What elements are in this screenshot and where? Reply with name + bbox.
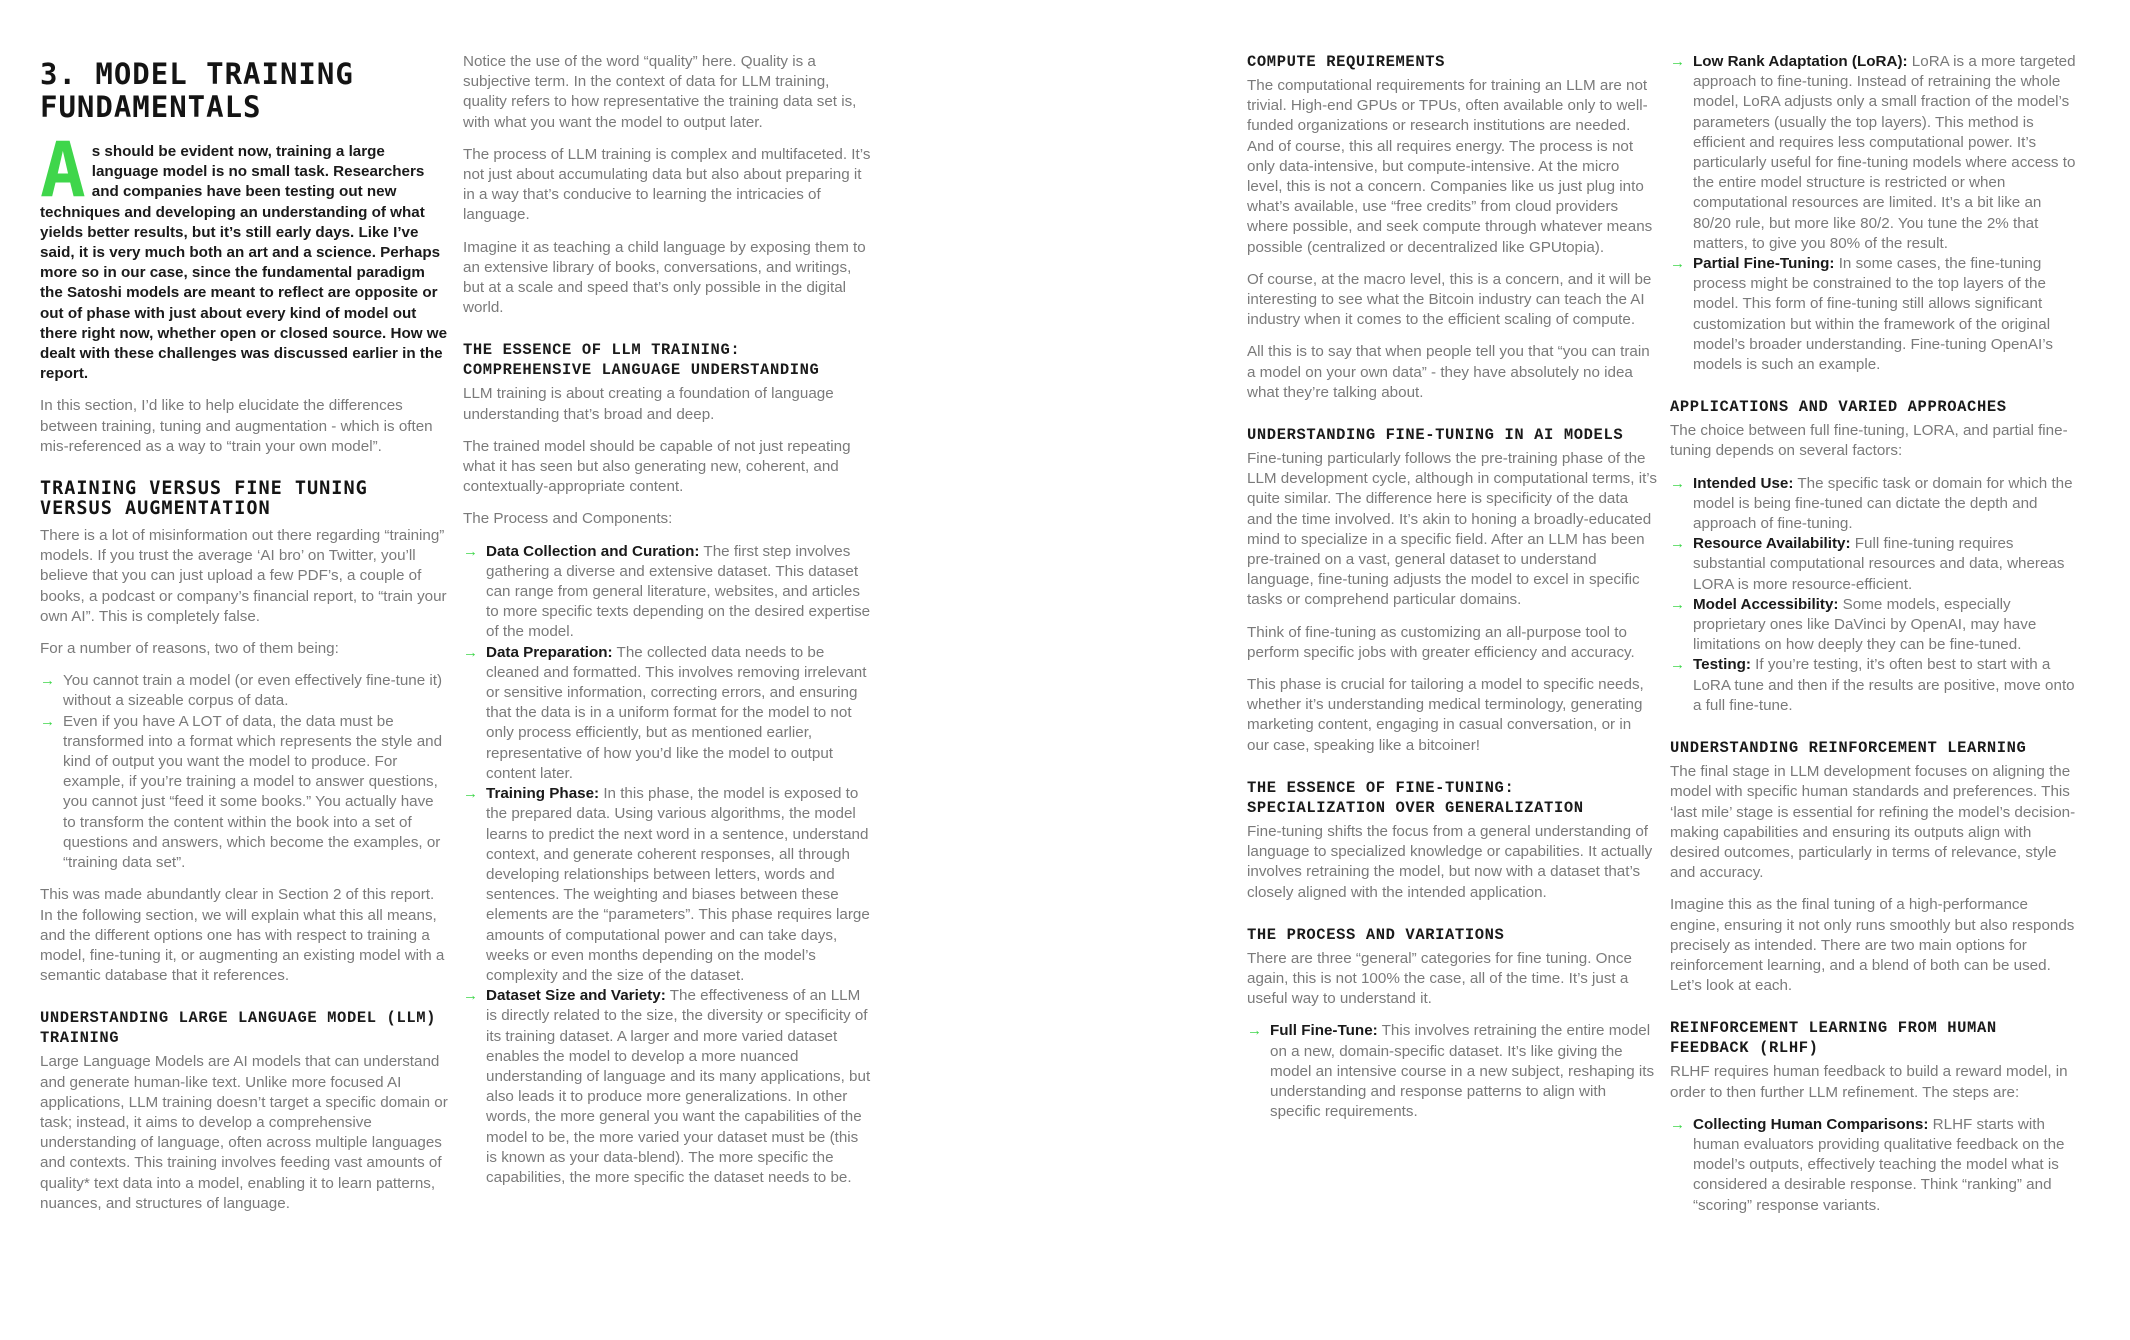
paragraph: RLHF requires human feedback to build a reward model, in order to then further LLM refinement. The steps are: bbox=[1670, 1063, 2068, 1101]
column-4 bbox=[1670, 52, 2080, 1228]
arrow-right-icon: → bbox=[463, 987, 478, 1005]
section-title: 3. MODEL TRAINING FUNDAMENTALS bbox=[40, 57, 354, 124]
column-1 bbox=[40, 52, 450, 1226]
list-item-text: RLHF starts with human evaluators providing qualitative feedback on the model’s outputs, effectively teaching the model what is considered a desirable response. Think “ranking” and “scoring” response variants. bbox=[1693, 1115, 2065, 1214]
drop-cap: A bbox=[40, 125, 86, 214]
list-item bbox=[1670, 1115, 2080, 1216]
list-item bbox=[463, 986, 873, 1188]
list-item bbox=[1670, 655, 2080, 716]
heading-essence-fine-tuning: THE ESSENCE OF FINE-TUNING: SPECIALIZATION OVER GENERALIZATION bbox=[1247, 778, 1584, 817]
heading-fine-tuning: UNDERSTANDING FINE-TUNING IN AI MODELS bbox=[1247, 426, 1624, 445]
paragraph: Large Language Models are AI models that can understand and generate human-like text. Unlike more focused AI applications, LLM training doesn’t target a specific domain or task; instead, it aims to develop a comprehensive understanding of language, often across multiple languages and contexts. This training involves feeding vast amounts of quality* text data into a model, enabling it to learn patterns, nuances, and structures of language. bbox=[40, 1053, 448, 1212]
paragraph: Imagine this as the final tuning of a high-performance engine, ensuring it not only runs smoothly but also responds precisely as intended. There are two main options for reinforcement learning, and a blend of both can be used. Let’s look at each. bbox=[1670, 896, 2075, 995]
arrow-right-icon: → bbox=[40, 672, 55, 690]
arrow-right-icon: → bbox=[1247, 1022, 1262, 1040]
heading-rlhf: REINFORCEMENT LEARNING FROM HUMAN FEEDBACK (RLHF) bbox=[1670, 1019, 1997, 1058]
list-item bbox=[40, 671, 450, 711]
list-item-lead: Model Accessibility: bbox=[1693, 595, 1839, 613]
paragraph: The Process and Components: bbox=[463, 510, 673, 528]
paragraph: Of course, at the macro level, this is a concern, and it will be interesting to see what the Bitcoin industry can teach the AI industry when it comes to the efficient scaling of compute. bbox=[1247, 270, 1652, 329]
list-item bbox=[40, 712, 450, 874]
arrow-right-icon: → bbox=[463, 643, 478, 661]
paragraph: The process of LLM training is complex and multifaceted. It’s not just about accumulating data but also about preparing it in a way that’s conducive to learning the intricacies of language. bbox=[463, 145, 871, 224]
reasons-list bbox=[40, 671, 450, 873]
heading-compute: COMPUTE REQUIREMENTS bbox=[1247, 53, 1446, 71]
list-item-text: You cannot train a model (or even effectively fine-tune it) without a sizeable corpus of data. bbox=[63, 672, 443, 710]
list-item bbox=[463, 542, 873, 643]
heading-reinforcement-learning: UNDERSTANDING REINFORCEMENT LEARNING bbox=[1670, 739, 2027, 758]
list-item-lead: Data Preparation: bbox=[486, 643, 613, 661]
list-item-lead: Low Rank Adaptation (LoRA): bbox=[1693, 53, 1908, 70]
list-item-text: This involves retraining the entire model on a new, domain-specific dataset. It’s like giving the model an intensive course in a new subject, reshaping its understanding and response patterns to align with specific requirements. bbox=[1270, 1022, 1655, 1121]
paragraph: Fine-tuning shifts the focus from a general understanding of language to specialized knowledge or capabilities. It actually involves retraining the model, but now with a dataset that’s closely aligned with the intended application. bbox=[1247, 822, 1653, 901]
variations-list bbox=[1247, 1021, 1657, 1122]
arrow-right-icon: → bbox=[463, 785, 478, 803]
list-item-text: In this phase, the model is exposed to the prepared data. Using various algorithms, the model learns to predict the next word in a sentence, understand context, and generate coherent responses, all through developing relationships between letters, words and sentences. The weighting and biases between these elements are the “parameters”. This phase requires large amounts of computational power and can take days, weeks or even months depending on the model’s complexity and the size of the dataset. bbox=[486, 785, 870, 984]
paragraph: The choice between full fine-tuning, LORA, and partial fine-tuning depends on several factors: bbox=[1670, 422, 2068, 460]
intro-text: s should be evident now, training a large language model is no small task. Researchers and companies have been testing out new techniques and developing an understanding of what yields better results, but it’s still early days. Like I’ve said, it is very much both an art and a science. Perhaps more so in our case, since the fundamental paradigm the Satoshi models are meant to reflect are opposite or out of phase with just about every kind of model out there right now, whether open or closed source. How we dealt with these challenges was discussed earlier in the report. bbox=[40, 143, 448, 383]
list-item bbox=[1670, 52, 2080, 254]
list-item-lead: Resource Availability: bbox=[1693, 535, 1851, 553]
list-item-text: Some models, especially proprietary ones like DaVinci by OpenAI, may have limitations on how deeply they can be fine-tuned. bbox=[1693, 595, 2037, 654]
components-list bbox=[463, 542, 873, 1189]
arrow-right-icon: → bbox=[1670, 255, 1685, 273]
list-item-lead: Collecting Human Comparisons: bbox=[1693, 1115, 1929, 1133]
heading-llm-training: UNDERSTANDING LARGE LANGUAGE MODEL (LLM) TRAINING bbox=[40, 1009, 437, 1048]
arrow-right-icon: → bbox=[1670, 1115, 1685, 1133]
paragraph: LLM training is about creating a foundation of language understanding that’s broad and deep. bbox=[463, 385, 834, 423]
paragraph: There are three “general” categories for fine tuning. Once again, this is not 100% the case, all of the time. It’s just a useful way to understand it. bbox=[1247, 949, 1632, 1008]
intro-paragraph bbox=[40, 125, 450, 384]
list-item bbox=[1670, 254, 2080, 375]
paragraph: Think of fine-tuning as customizing an all-purpose tool to perform specific jobs with greater efficiency and accuracy. bbox=[1247, 623, 1635, 661]
list-item-text: The collected data needs to be cleaned and formatted. This involves removing irrelevant or sensitive information, correcting errors, and ensuring that the data is in a uniform format for the model to not only process efficiently, but as mentioned earlier, representative of how you’d like the model to output content later. bbox=[486, 643, 867, 782]
paragraph: There is a lot of misinformation out there regarding “training” models. If you trust the average ‘AI bro’ on Twitter, you’ll believe that you can just upload a few PDF’s, a couple of books, a podcast or company’s financial report, to “train your own AI”. This is completely false. bbox=[40, 527, 447, 625]
paragraph: In this section, I’d like to help elucidate the differences between training, tuning and augmentation - which is often mis-referenced as a way to “train your own model”. bbox=[40, 397, 433, 455]
paragraph: Fine-tuning particularly follows the pre-training phase of the LLM development cycle, although in computational terms, it’s quite similar. The difference here is specificity of the data and the time involved. It’s akin to honing a broadly-educated mind to specialize in a specific field. After an LLM has been pre-trained on a vast, general dataset to understand language, fine-tuning adjusts the model to excel in specific tasks or comprehend particular domains. bbox=[1247, 450, 1657, 609]
paragraph: The trained model should be capable of not just repeating what it has seen but also generating new, coherent, and contextually-appropriate content. bbox=[463, 437, 851, 496]
factors-list bbox=[1670, 474, 2080, 716]
paragraph: Notice the use of the word “quality” here. Quality is a subjective term. In the context of data for LLM training, quality refers to how representative the training data set is, with what you want the model to output later. bbox=[463, 53, 857, 131]
list-item-text: In some cases, the fine-tuning process might be constrained to the top layers of the model. This form of fine-tuning still allows significant customization but within the framework of the original model’s broader understanding. Fine-tuning OpenAI’s models is such an example. bbox=[1693, 255, 2053, 374]
list-item-text: Full fine-tuning requires substantial computational resources and data, whereas LORA is more resource-efficient. bbox=[1693, 535, 2065, 593]
list-item bbox=[463, 643, 873, 784]
list-item-lead: Training Phase: bbox=[486, 785, 600, 803]
list-item-lead: Full Fine-Tune: bbox=[1270, 1022, 1378, 1040]
rlhf-steps-list bbox=[1670, 1115, 2080, 1216]
arrow-right-icon: → bbox=[1670, 656, 1685, 674]
paragraph: This was made abundantly clear in Section 2 of this report. In the following section, we will explain what this all means, and the different options one has with respect to training a model, fine-tuning it, or augmenting an existing model with a semantic database that it references. bbox=[40, 886, 445, 985]
arrow-right-icon: → bbox=[1670, 595, 1685, 613]
list-item-lead: Partial Fine-Tuning: bbox=[1693, 255, 1835, 273]
paragraph: For a number of reasons, two of them being: bbox=[40, 640, 339, 658]
list-item-text: LoRA is a more targeted approach to fine-tuning. Instead of retraining the whole model, LoRA adjusts only a small fraction of the model’s parameters (usually the top layers). This method is efficient and requires less computational power. It’s particularly useful for fine-tuning models where access to the entire model structure is restricted or when computational resources are limited. It’s a bit like an 80/20 rule, but more like 80/2. You tune the 2% that matters, to give you 80% of the result. bbox=[1693, 53, 2076, 252]
list-item bbox=[1670, 474, 2080, 535]
list-item bbox=[463, 784, 873, 986]
arrow-right-icon: → bbox=[1670, 53, 1685, 70]
list-item-text: If you’re testing, it’s often best to start with a LoRA tune and then if the results are positive, move onto a full fine-tune. bbox=[1693, 656, 2075, 714]
paragraph: The final stage in LLM development focuses on aligning the model with specific human standards and preferences. This ‘last mile’ stage is essential for refining the model’s decision-making capabilities and ensuring its outputs align with desired outcomes, particularly in terms of relevance, style and accuracy. bbox=[1670, 763, 2076, 882]
arrow-right-icon: → bbox=[463, 542, 478, 560]
column-2 bbox=[463, 52, 873, 1200]
paragraph: The computational requirements for training an LLM are not trivial. High-end GPUs or TPUs, often available only to well-funded organizations or research institutions are needed. And of course, this all requires energy. The process is not only data-intensive, but compute-intensive. At the micro level, this is not a concern. Companies like us just plug into what’s available, use “free credits” from cloud providers where possible, and seek compute through whatever means possible (centralized or decentralized like GPUtopia). bbox=[1247, 77, 1653, 256]
subsection-heading-training: TRAINING VERSUS FINE TUNING VERSUS AUGMENTATION bbox=[40, 478, 368, 520]
list-item-lead: Intended Use: bbox=[1693, 474, 1794, 492]
list-item-text: Even if you have A LOT of data, the data must be transformed into a format which represents the style and kind of output you want the model to produce. For example, if you’re training a model to answer questions, you cannot just “feed it some books.” You actually have to transform the content within the book into a set of questions and answers, which become the examples, or “training data set”. bbox=[63, 712, 443, 872]
paragraph: All this is to say that when people tell you that “you can train a model on your own data” - they have absolutely no idea what they’re talking about. bbox=[1247, 343, 1650, 401]
paragraph: Imagine it as teaching a child language by exposing them to an extensive library of books, conversations, and writings, but at a scale and speed that’s only possible in the digital world. bbox=[463, 238, 866, 317]
variations-list-continued bbox=[1670, 52, 2080, 375]
arrow-right-icon: → bbox=[40, 712, 55, 730]
list-item-text: The first step involves gathering a diverse and extensive dataset. This dataset can range from general literature, websites, and articles to more specific texts depending on the desired expertise of the model. bbox=[486, 542, 871, 641]
paragraph: This phase is crucial for tailoring a model to specific needs, whether it’s understanding medical terminology, generating marketing content, engaging in casual conversation, or in our case, speaking like a bitcoiner! bbox=[1247, 676, 1644, 754]
list-item bbox=[1670, 534, 2080, 595]
list-item-text: The specific task or domain for which the model is being fine-tuned can dictate the depth and approach of fine-tuning. bbox=[1693, 474, 2073, 533]
arrow-right-icon: → bbox=[1670, 535, 1685, 553]
list-item bbox=[1670, 595, 2080, 656]
list-item-lead: Dataset Size and Variety: bbox=[486, 987, 666, 1005]
list-item-lead: Testing: bbox=[1693, 656, 1751, 674]
heading-applications: APPLICATIONS AND VARIED APPROACHES bbox=[1670, 398, 2007, 417]
heading-process-variations: THE PROCESS AND VARIATIONS bbox=[1247, 925, 1505, 944]
column-3 bbox=[1247, 52, 1657, 1134]
list-item bbox=[1247, 1021, 1657, 1122]
arrow-right-icon: → bbox=[1670, 474, 1685, 492]
list-item-lead: Data Collection and Curation: bbox=[486, 542, 700, 560]
list-item-text: The effectiveness of an LLM is directly related to the size, the diversity or specificity of its training dataset. A larger and more varied dataset enables the model to develop a more nuanced understanding of language and its many applications, but also leads it to produce more generalizations. In other words, the more general you want the capabilities of the model to be, the more varied your dataset must be (this is known as your data-blend). The more specific the capabilities, the more specific the dataset needs to be. bbox=[486, 987, 871, 1186]
heading-essence-llm: THE ESSENCE OF LLM TRAINING: COMPREHENSIVE LANGUAGE UNDERSTANDING bbox=[463, 341, 820, 380]
